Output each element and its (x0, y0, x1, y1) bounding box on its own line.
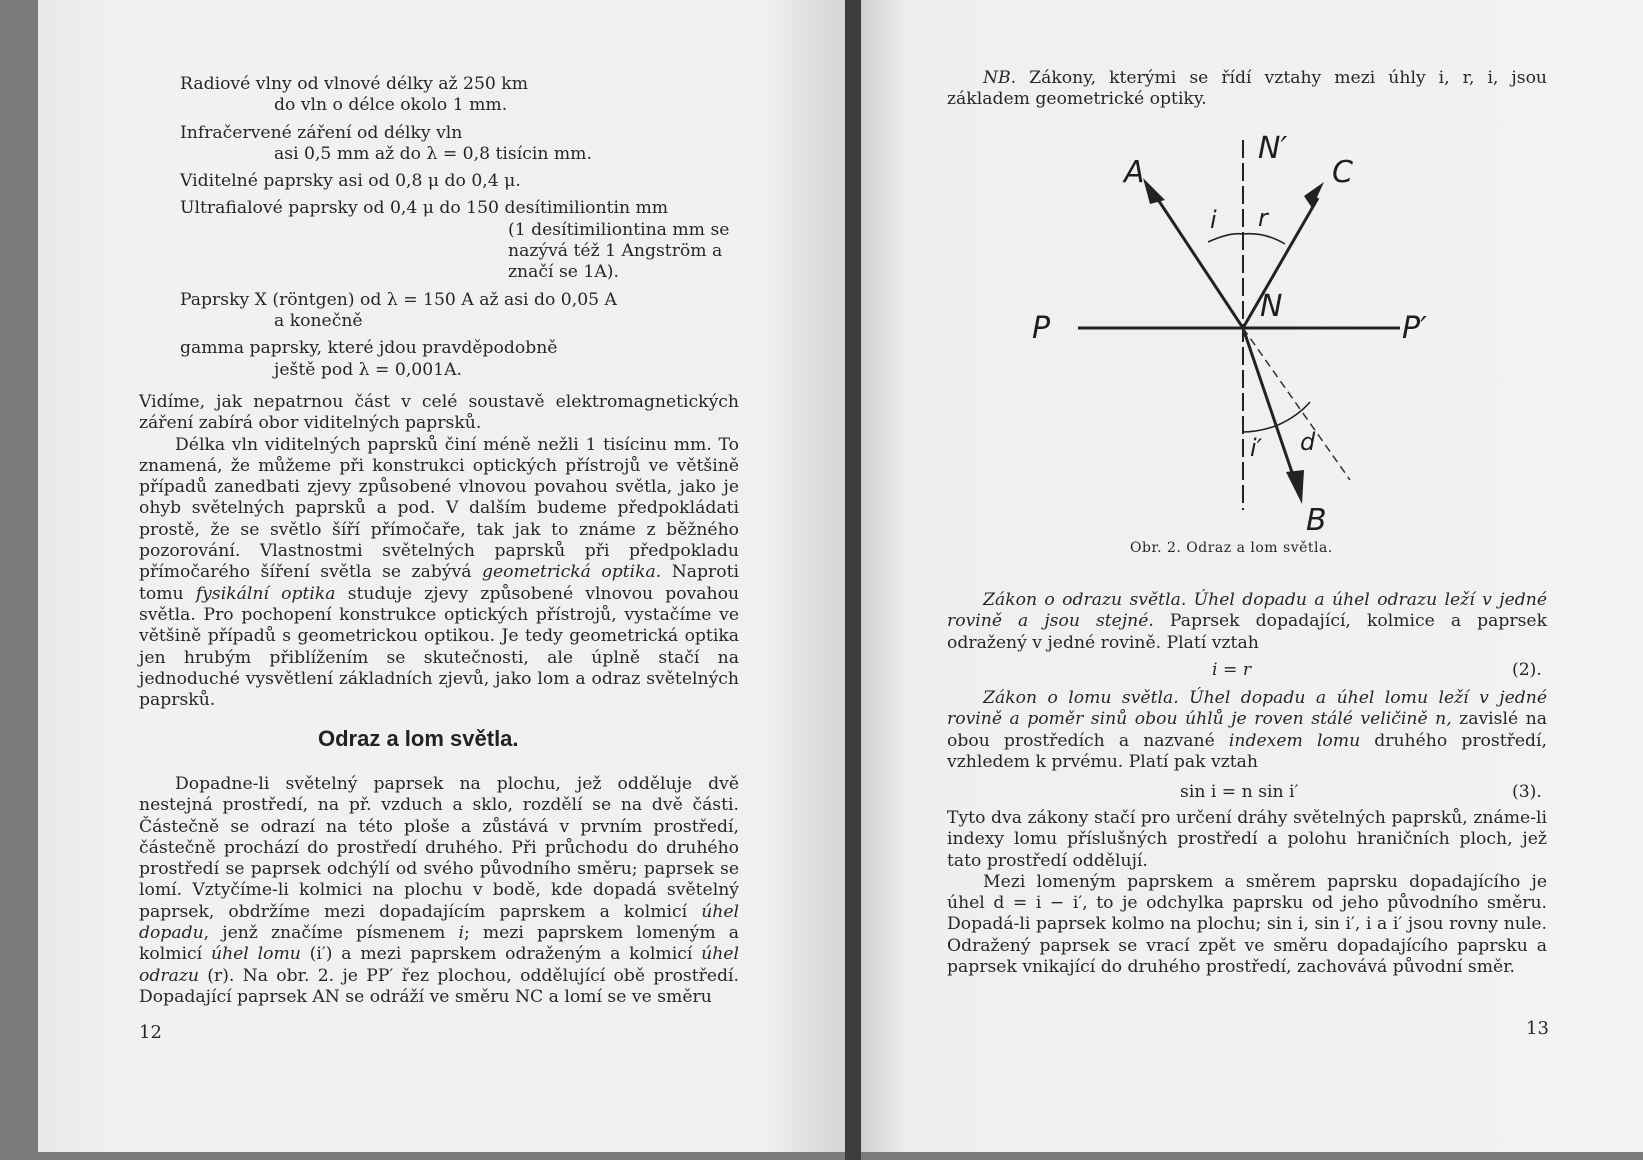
spectrum-gamma: gamma paprsky, které jdou pravděpodobně ještě pod λ = 0,001A. (180, 338, 558, 380)
spectrum-ultraviolet: Ultrafialové paprsky od 0,4 μ do 150 desítimiliontin mm (180, 198, 669, 219)
angstrom-note: (1 desítimiliontina mm se nazývá též 1 Angström a značí se 1A). (508, 219, 730, 283)
left-section-text (139, 774, 739, 1008)
reflection-refraction-diagram (1020, 120, 1427, 540)
refracted-arrowhead (1286, 470, 1304, 504)
paragraph-reflection-refraction: Dopadne-li světelný paprsek na plochu, jež odděluje dvě nestejná prostředí, na př. vzduch a sklo, rozdělí se na dvě části. Částečně se odrazí na této ploše a zůstává v prvním prostředí, částečně prochází do prostředí druhého. Při průchodu do druhého prostředí se paprsek odchýlí od svého původního směru; paprsek se lomí. Vztyčíme-li kolmici na plochu v bodě, kde dopadá světelný paprsek, obdržíme mezi dopadajícím paprskem a kolmicí úhel dopadu, jenž značíme písmenem i; mezi paprskem lomeným a kolmicí úhel lomu (i′) a mezi paprskem odraženým a kolmicí úhel odrazu (r). Na obr. 2. je PP′ řez plochou, oddělující obě prostředí. Dopadající paprsek AN se odráží ve směru NC a lomí se ve směru (139, 774, 739, 1007)
label-d: d (1300, 428, 1316, 456)
book-spine (845, 0, 861, 1160)
label-C: C (1332, 155, 1353, 190)
spectrum-visible: Viditelné paprsky asi od 0,8 μ do 0,4 μ. (180, 171, 521, 192)
incident-ray (1153, 192, 1243, 328)
label-B: B (1306, 503, 1327, 538)
incident-arrowhead (1143, 178, 1165, 204)
paragraph-geometric-optics: Délka vln viditelných paprsků činí méně nežli 1 tisícinu mm. To znamená, že můžeme při konstrukci optických přístrojů ve většině případů zanedbati zjevy způsobené vlnovou povahou světla, jako je ohyb světelných paprsků a pod. V dalším budeme předpokládati prostě, že se světlo šíří přímočaře, tak jak to známe z běžného pozorování. Vlastnostmi světelných paprsků při předpokladu přímočarého šíření světla se zabývá geometrická optika. Naproti tomu fysikální optika studuje zjevy způsobené vlnovou povahou světla. Pro pochopení konstrukce optických přístrojů, vystačíme ve většině případů s geometrickou optikou. Je tedy geometrická optika jen hrubým přiblížením se skutečnosti, ale úplně stačí na jednoduché vysvětlení základních zjevů, jako lom a odraz světelných paprsků. (139, 434, 740, 711)
equation-2: i = r (1212, 660, 1252, 680)
angle-d-arc (1278, 402, 1310, 425)
paragraph-intro: Vidíme, jak nepatrnou část v celé soustavě elektromagnetických záření zabírá obor viditelných paprsků. (139, 392, 739, 434)
label-N: N (1260, 289, 1283, 324)
spectrum-list (180, 74, 740, 381)
section-heading: Odraz a lom světla. (318, 726, 519, 751)
label-i-prime: i′ (1250, 434, 1263, 462)
label-r: r (1258, 204, 1268, 232)
refracted-ray (1243, 328, 1298, 490)
left-body-text (139, 392, 739, 711)
spectrum-xray: Paprsky X (röntgen) od λ = 150 A až asi do 0,05 A a konečně (180, 289, 617, 331)
label-N-prime: N′ (1258, 131, 1288, 166)
law-reflection: Zákon o odrazu světla. Úhel dopadu a úhel odrazu leží v jedné rovině a jsou stejné. Paprsek dopadající, kolmice a paprsek odražený v jedné rovině. Platí vztah (947, 590, 1547, 653)
figure-caption: Obr. 2. Odraz a lom světla. (1130, 540, 1333, 556)
label-i: i (1210, 206, 1217, 234)
spectrum-radio: Radiové vlny od vlnové délky až 250 km do vln o délce okolo 1 mm. (180, 74, 529, 116)
page-number-right: 13 (1526, 1018, 1549, 1039)
angle-i-prime-arc (1243, 425, 1278, 432)
paragraph-deviation: Mezi lomeným paprskem a směrem paprsku dopadajícího je úhel d = i − i′, to je odchylka paprsku od jeho původního směru. Dopadá-li paprsek kolmo na plochu; sin i, sin i′, i a i′ jsou rovny nule. Odražený paprsek se vrací zpět ve směru dopadajícího paprsku a paprsek vnikající do druhého prostředí, zachovává původní směr. (947, 871, 1547, 978)
equation-3-number: (3). (1512, 782, 1542, 802)
right-body-text (947, 808, 1547, 978)
label-P-prime: P′ (1402, 311, 1427, 346)
angle-r-arc (1243, 234, 1285, 244)
label-A: A (1124, 155, 1145, 190)
law-refraction: Zákon o lomu světla. Úhel dopadu a úhel lomu leží v jedné rovině a poměr sinů obou úhlů je roven stálé veličině n, zavislé na obou prostředích a nazvané indexem lomu druhého prostředí, vzhledem k prvému. Platí pak vztah (947, 688, 1547, 772)
paragraph-laws-sufficient: Tyto dva zákony stačí pro určení dráhy světelných paprsků, známe-li indexy lomu příslušných prostředí a polohu hraničních ploch, jež tato prostředí oddělují. (947, 808, 1547, 871)
equation-2-number: (2). (1512, 660, 1542, 680)
label-P: P (1032, 311, 1051, 346)
page-number-left: 12 (139, 1022, 162, 1043)
equation-3: sin i = n sin i′ (1180, 782, 1299, 802)
spectrum-infrared: Infračervené záření od délky vln asi 0,5 mm až do λ = 0,8 tisícin mm. (180, 122, 592, 164)
nb-paragraph: NB. Zákony, kterými se řídí vztahy mezi úhly i, r, i, jsou základem geometrické optiky. (947, 68, 1547, 110)
angle-i-arc (1208, 234, 1243, 242)
